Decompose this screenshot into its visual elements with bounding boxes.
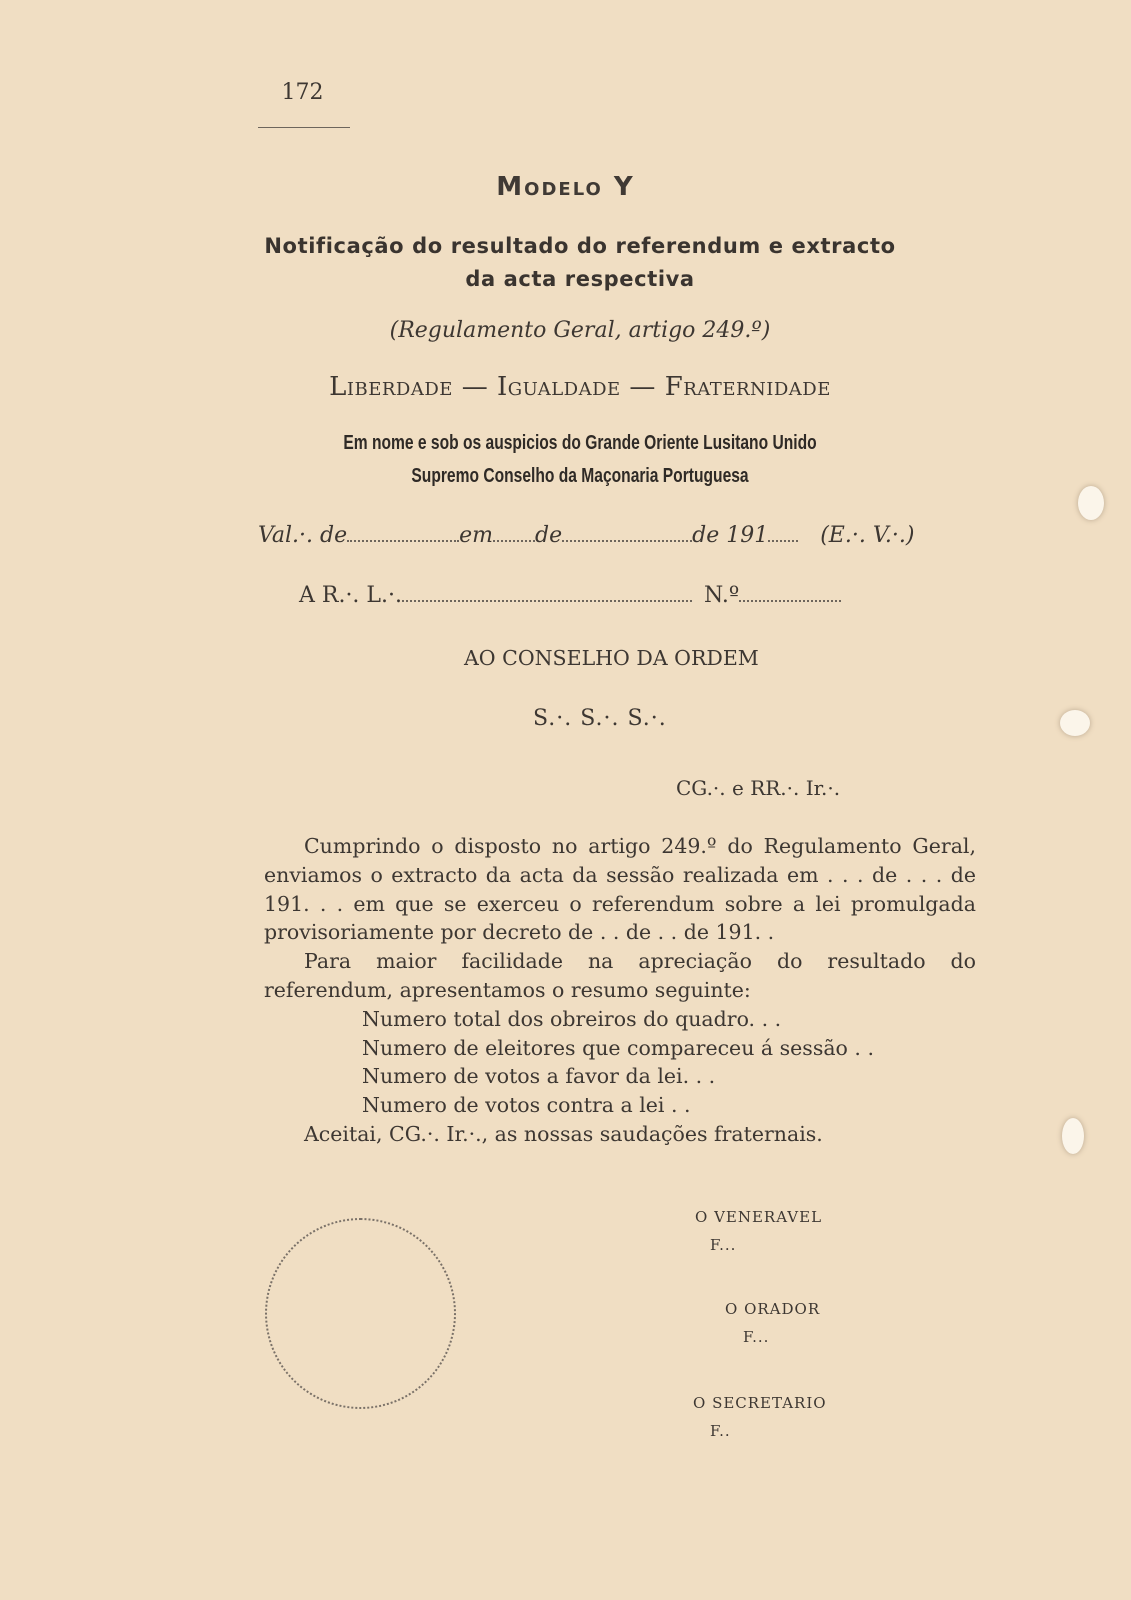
binding-hole-1 — [1078, 486, 1104, 520]
page-number-rule — [258, 127, 350, 128]
signature-orador-title: O ORADOR — [725, 1300, 821, 1318]
motto: Liberdade — Igualdade — Fraternidade — [329, 372, 831, 402]
regulation-reference: (Regulamento Geral, artigo 249.º) — [389, 318, 771, 343]
binding-hole-2 — [1060, 710, 1090, 736]
heading-line-1: Notificação do resultado do referendum e extracto — [264, 234, 896, 258]
summary-item-against: Numero de votos contra a lei . . — [362, 1093, 691, 1118]
model-title: Modelo Y — [496, 172, 635, 202]
date-blank-2 — [493, 522, 535, 542]
date-blank-3 — [562, 522, 692, 542]
summary-item-total: Numero total dos obreiros do quadro. . . — [362, 1006, 782, 1031]
summary-item-for: Numero de votos a favor da lei. . . — [362, 1064, 716, 1089]
heading-line-2: da acta respectiva — [465, 267, 695, 291]
page-number: 172 — [281, 80, 324, 105]
date-blank-4 — [768, 522, 798, 542]
date-line-ev: (E.·. V.·.) — [820, 523, 915, 548]
date-line-val: Val.·. de — [258, 523, 348, 548]
lodge-label: A R.·. L.·. — [299, 583, 403, 608]
summary-item-voters: Numero de eleitores que compareceu á sessão . . — [362, 1035, 874, 1060]
signature-veneravel-title: O VENERAVEL — [695, 1208, 823, 1226]
date-line-em: em — [459, 523, 493, 548]
auspices-line-1: Em nome e sob os auspicios do Grande Oriente Lusitano Unido — [343, 432, 817, 454]
paragraph-1: Cumprindo o disposto no artigo 249.º do Regulamento Geral, enviamos o extracto da acta da sessão realizada em . . . de . . . de 191. . . em que se exerceu o referendum sobre a lei promulgada provisoriamente por decreto de . . de . . de 191. . — [264, 834, 976, 945]
closing-line: Aceitai, CG.·. Ir.·., as nossas saudações fraternais. — [304, 1121, 823, 1146]
seal-placeholder-circle — [265, 1218, 456, 1409]
paragraph-2: Para maior facilidade na apreciação do resultado do referendum, apresentamos o resumo seguinte: — [264, 949, 976, 1002]
date-line-de191: de 191 — [692, 523, 769, 548]
lodge-number-label: N.º — [704, 583, 740, 608]
document-heading — [200, 230, 960, 296]
date-blank-1 — [347, 522, 459, 542]
salutation: S.·. S.·. S.·. — [533, 706, 667, 731]
auspices-line-2: Supremo Conselho da Maçonaria Portuguesa — [411, 465, 749, 487]
binding-hole-3 — [1062, 1118, 1084, 1154]
signature-secretario-title: O SECRETARIO — [693, 1394, 827, 1412]
signature-veneravel-name: F... — [710, 1236, 737, 1254]
date-line — [258, 522, 914, 548]
greeting: CG.·. e RR.·. Ir.·. — [676, 776, 841, 800]
body-text — [264, 832, 976, 1149]
addressee: AO CONSELHO DA ORDEM — [464, 646, 759, 670]
lodge-line — [299, 582, 841, 608]
auspices-block — [323, 427, 838, 493]
lodge-number-blank — [739, 582, 841, 602]
lodge-blank — [402, 582, 692, 602]
date-line-de: de — [535, 523, 563, 548]
signature-secretario-name: F.. — [710, 1422, 731, 1440]
signature-orador-name: F... — [743, 1328, 770, 1346]
